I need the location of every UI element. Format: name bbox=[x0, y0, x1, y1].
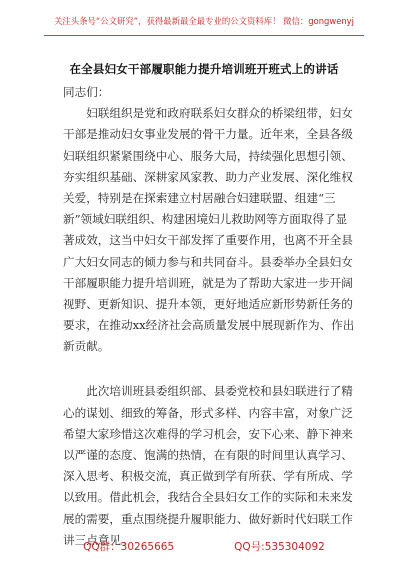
text-line: 关爱，特别是在探索建立村居融合妇建联盟、组建“三 bbox=[63, 190, 336, 205]
header-banner: 关注头条号“公文研究”，获得最新最全最专业的公文资料库！ 微信：gongwenyj bbox=[54, 16, 354, 26]
header-divider bbox=[44, 35, 364, 36]
text-line: 展的需要，重点围绕提升履职能力、做好新时代妇联工作 bbox=[63, 511, 353, 526]
text-line: 新贡献。 bbox=[63, 339, 110, 354]
text-line: 深入思考、积极交流，真正做到学有所获、学有所成、学 bbox=[63, 469, 353, 484]
text-line: 讲三点意见。 bbox=[63, 532, 133, 547]
text-line: 视野、更新知识、提升本领，更好地适应新形势新任务的 bbox=[63, 296, 353, 311]
footer-qq-group: QQ群：30265665 bbox=[83, 541, 175, 553]
text-line: 夯实组织基础、深耕家风家教、助力产业发展、深化维权 bbox=[63, 169, 353, 184]
text-line: 广大妇女同志的倾力参与和共同奋斗。县委举办全县妇女 bbox=[63, 254, 353, 269]
text-line: 希望大家珍惜这次难得的学习机会，安下心来、静下神来 bbox=[63, 426, 353, 441]
text-line: 干部履职能力提升培训班，就是为了帮助大家进一步开阔 bbox=[63, 275, 353, 290]
document-body bbox=[63, 82, 355, 551]
text-line: 干部是推动妇女事业发展的骨干力量。近年来，全县各级 bbox=[63, 127, 353, 142]
paragraph-spacer bbox=[63, 357, 343, 381]
text-line: 以致用。借此机会，我结合全县妇女工作的实际和未来发 bbox=[63, 490, 353, 505]
text-line: 心的谋划、细致的筹备，形式多样、内容丰富，对象广泛 bbox=[63, 405, 353, 420]
footer-qq-number: QQ号:535304092 bbox=[234, 541, 325, 553]
text-line: 妇联组织是党和政府联系妇女群众的桥梁纽带，妇女 bbox=[63, 106, 353, 121]
text-line: 妇联组织紧紧围绕中心、服务大局，持续强化思想引领、 bbox=[63, 148, 353, 163]
paragraph-1 bbox=[63, 82, 355, 357]
footer-contacts bbox=[0, 539, 408, 554]
text-line: 同志们： bbox=[63, 85, 110, 99]
text-line: 新”领域妇联组织、构建困境妇儿救助网等方面取得了显 bbox=[63, 212, 348, 227]
document-title: 在全县妇女干部履职能力提升培训班开班式上的讲话 bbox=[69, 62, 339, 76]
text-line: 此次培训班县委组织部、县委党校和县妇联进行了精 bbox=[63, 384, 353, 399]
text-line: 要求，在推动xx经济社会高质量发展中展现新作为、作出 bbox=[63, 318, 355, 333]
text-line: 以严谨的态度、饱满的热情，在有限的时间里认真学习、 bbox=[63, 448, 353, 462]
text-line: 著成效，这当中妇女干部发挥了重要作用，也离不开全县 bbox=[63, 233, 353, 248]
paragraph-2 bbox=[63, 381, 353, 551]
